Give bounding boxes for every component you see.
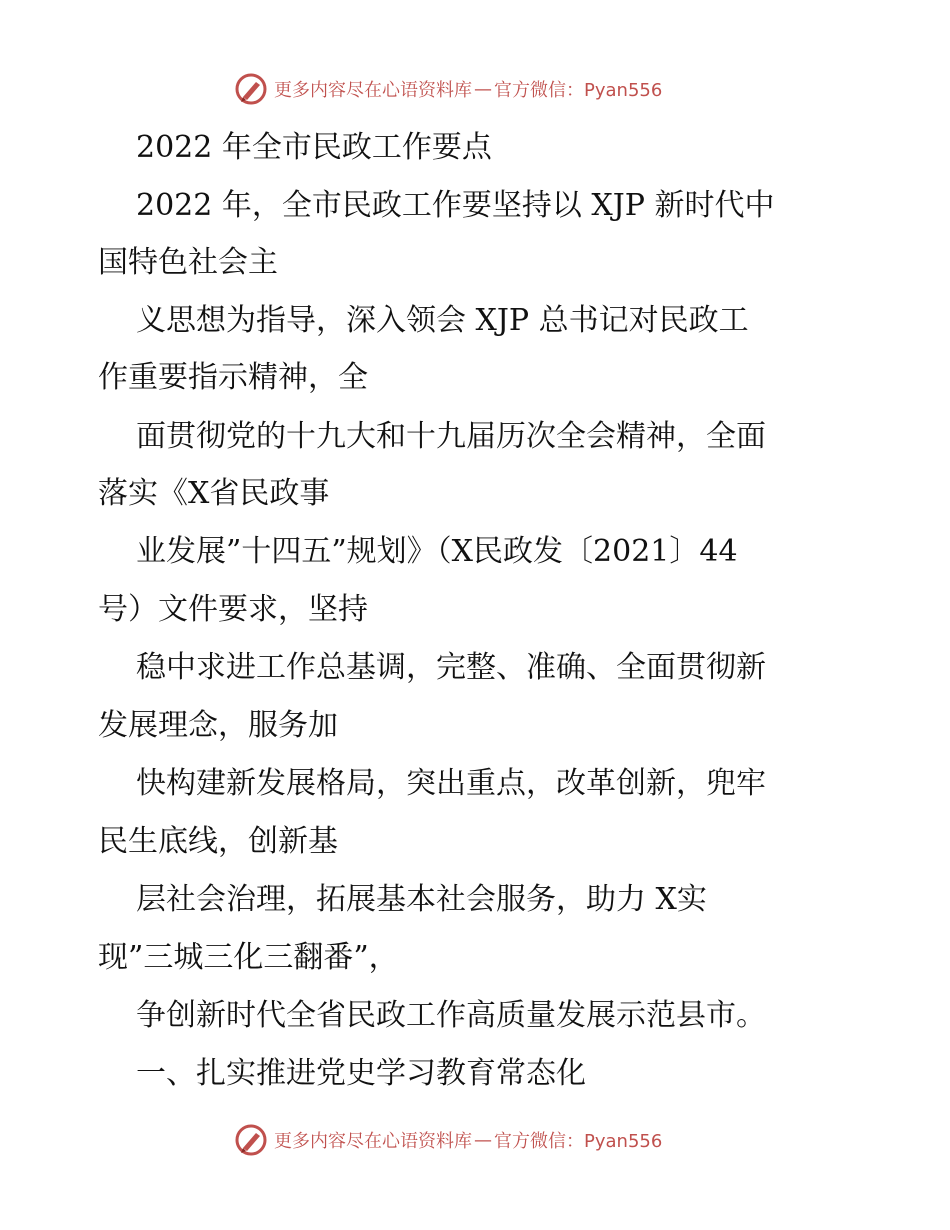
paragraph-line: 国特色社会主 [98,245,278,280]
watermark-dash: — [474,1129,492,1151]
footer-watermark [234,1123,734,1157]
watermark-text: 更多内容尽在心语资料库 [274,80,472,101]
paragraph-line: 稳中求进工作总基调，完整、准确、全面贯彻新 [136,650,766,685]
paragraph-line: 作重要指示精神，全 [98,360,368,395]
watermark-text: 更多内容尽在心语资料库 [274,1131,472,1152]
paragraph-line: 号）文件要求，坚持 [98,592,368,627]
paragraph-line: 民生底线，创新基 [98,824,338,859]
paragraph-line: 争创新时代全省民政工作高质量发展示范县市。 [136,998,766,1033]
section-heading: 一、扎实推进党史学习教育常态化 [136,1056,586,1091]
paragraph-line: 发展理念，服务加 [98,708,338,743]
paragraph-line: 业发展”十四五”规划》（X民政发〔2021〕44 [136,534,738,569]
watermark-contact: 官方微信：Pyan556 [494,80,663,101]
document-title: 2022 年全市民政工作要点 [136,130,492,165]
paragraph-line: 快构建新发展格局，突出重点，改革创新，兜牢 [136,766,766,801]
header-watermark [234,72,734,106]
paragraph-line: 现”三城三化三翻番”， [98,940,399,975]
pen-logo-icon [234,1123,268,1157]
paragraph-line: 落实《X省民政事 [98,476,330,511]
paragraph-line: 面贯彻党的十九大和十九届历次全会精神，全面 [136,419,766,454]
paragraph-line: 2022 年，全市民政工作要坚持以 XJP 新时代中 [136,188,775,223]
pen-logo-icon [234,72,268,106]
paragraph-line: 义思想为指导，深入领会 XJP 总书记对民政工 [136,303,749,338]
watermark-dash: — [474,78,492,100]
paragraph-line: 层社会治理，拓展基本社会服务，助力 X实 [136,882,707,917]
watermark-contact: 官方微信：Pyan556 [494,1131,663,1152]
